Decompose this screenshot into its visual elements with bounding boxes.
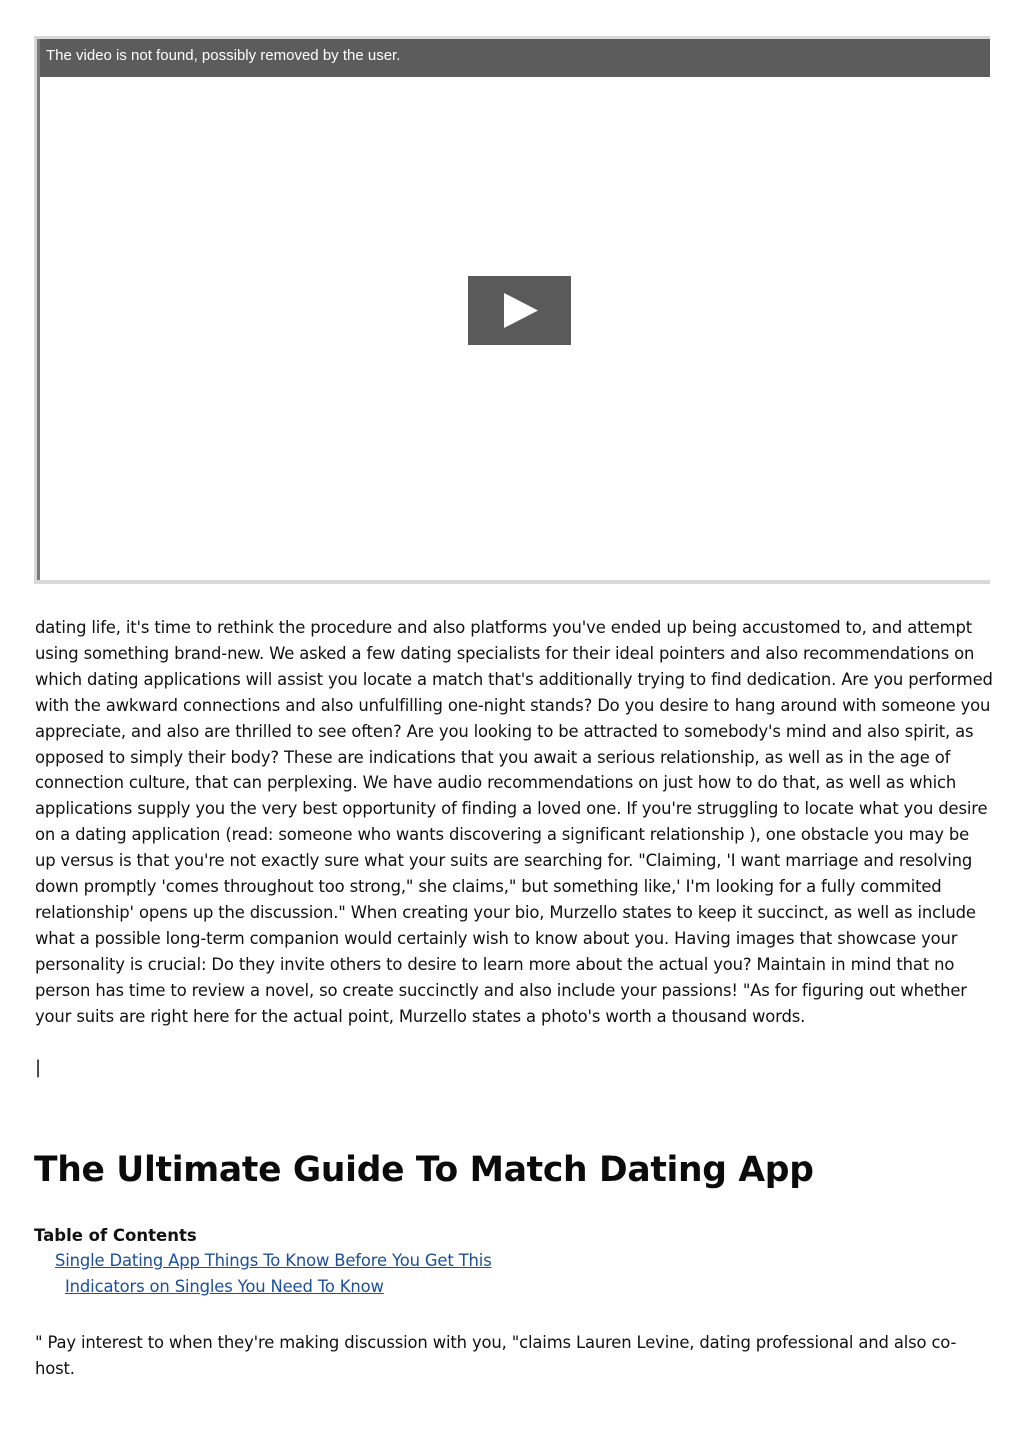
article-heading: The Ultimate Guide To Match Dating App bbox=[34, 1150, 814, 1190]
toc-link-indicators-on-singles[interactable]: Indicators on Singles You Need To Know bbox=[65, 1277, 384, 1296]
table-of-contents-title: Table of Contents bbox=[34, 1226, 197, 1245]
video-border bbox=[37, 39, 40, 580]
separator-mark: | bbox=[35, 1057, 42, 1078]
play-icon bbox=[468, 276, 571, 345]
article-quote-paragraph: " Pay interest to when they're making discussion with you, "claims Lauren Levine, dating professional and also co-host. bbox=[35, 1333, 957, 1378]
video-error-message: The video is not found, possibly removed by the user. bbox=[46, 47, 401, 64]
video-embed[interactable] bbox=[34, 36, 990, 584]
toc-link-single-dating-app[interactable]: Single Dating App Things To Know Before You Get This bbox=[55, 1251, 492, 1270]
play-button[interactable] bbox=[468, 276, 571, 345]
article-body-paragraph: dating life, it's time to rethink the procedure and also platforms you've ended up being accustomed to, and attempt using something brand-new. We asked a few dating specialists for their ideal pointers and also recommendations on which dating applications will assist you locate a match that's additionally trying to find dedication. Are you performed with the awkward connections and also unfulfilling one-night stands? Do you desire to hang around with someone you appreciate, and also are thrilled to see often? Are you looking to be attracted to somebody's mind and also spirit, as opposed to simply their body? These are indications that you await a serious relationship, as well as in the age of connection culture, that can perplexing. We have audio recommendations on just how to do that, as well as which applications supply you the very best opportunity of finding a loved one. If you're struggling to locate what you desire on a dating application (read: someone who wants discovering a significant relationship ), one obstacle you may be up versus is that you're not exactly sure what your suits are searching for. "Claiming, 'I want marriage and resolving down promptly 'comes throughout too strong," she claims," but something like,' I'm looking for a fully commited relationship' opens up the discussion." When creating your bio, Murzello states to keep it succinct, as well as include what a possible long-term companion would certainly wish to know about you. Having images that showcase your personality is crucial: Do they invite others to desire to learn more about the actual you? Maintain in mind that no person has time to review a novel, so create succinctly and also include your passions! "As for figuring out whether your suits are right here for the actual point, Murzello states a photo's worth a thousand words. bbox=[35, 618, 993, 1026]
video-error-bar bbox=[40, 39, 990, 77]
